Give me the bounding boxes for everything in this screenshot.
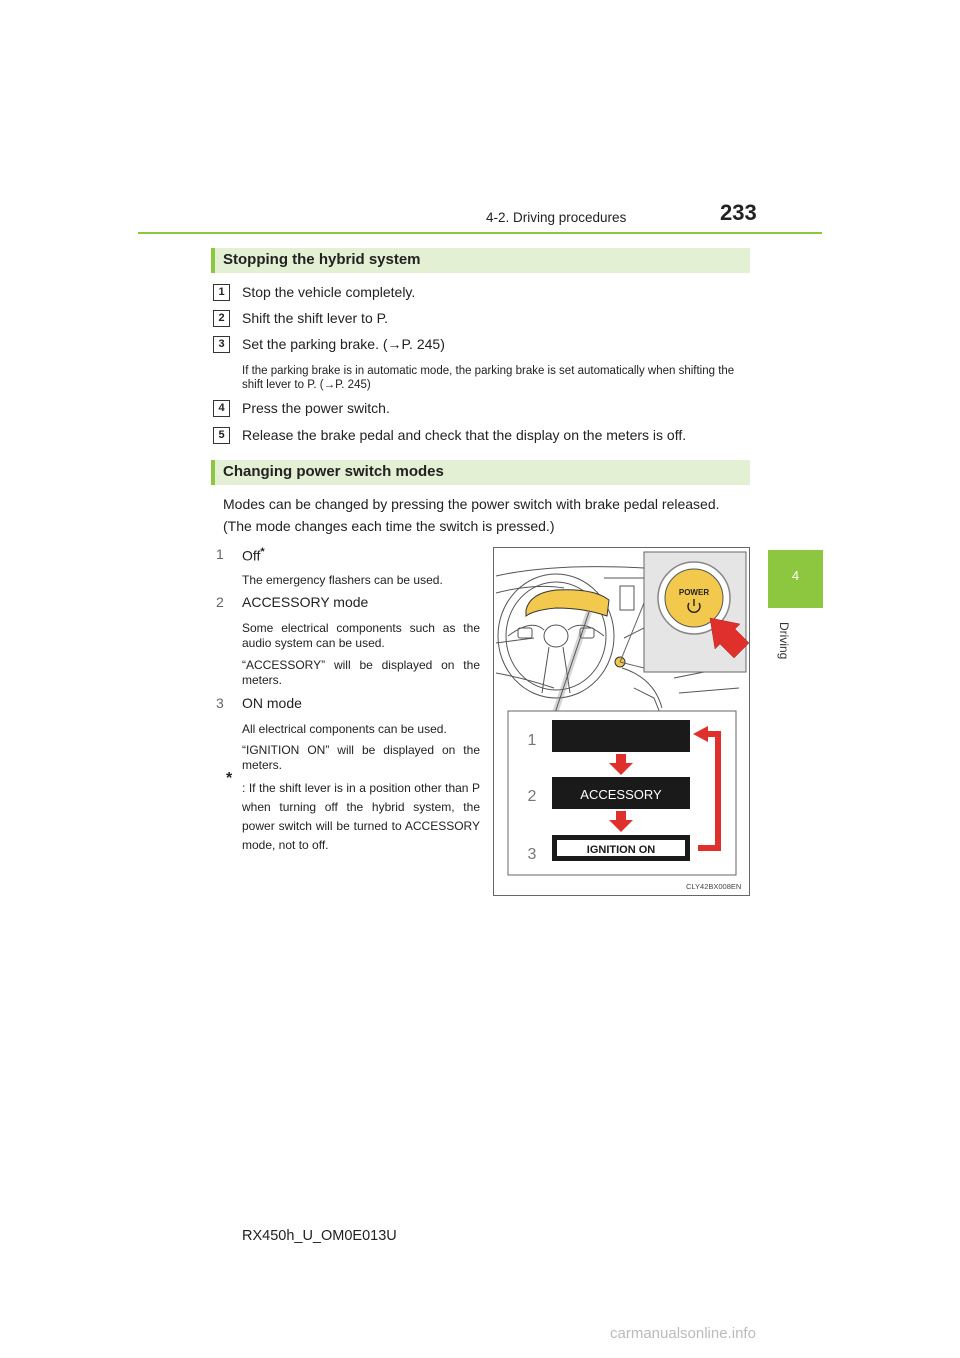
- power-switch-illustration: [493, 547, 750, 896]
- mode-number: 1: [216, 546, 224, 562]
- mode-title-text: Off: [242, 547, 261, 564]
- mode-number: 3: [216, 695, 224, 711]
- page-number: 233: [720, 200, 757, 225]
- callout-3: 3: [527, 846, 537, 863]
- intro-text: Modes can be changed by pressing the power switch with brake pedal released.: [223, 496, 720, 512]
- mode-description: “IGNITION ON” will be displayed on the meters.: [242, 743, 480, 772]
- illustration-code: CLY42BX008EN: [686, 882, 742, 891]
- step-text: Release the brake pedal and check that the display on the meters is off.: [242, 427, 687, 443]
- mode-title: ACCESSORY mode: [242, 594, 369, 610]
- mode-description: “ACCESSORY” will be displayed on the meters.: [242, 658, 480, 687]
- step-text: Stop the vehicle completely.: [242, 284, 416, 300]
- mode-title: ON mode: [242, 695, 302, 711]
- watermark: carmanualsonline.info: [610, 1325, 756, 1342]
- step-text: Shift the shift lever to P.: [242, 310, 389, 326]
- step-number: 4: [213, 400, 230, 417]
- section-title: Stopping the hybrid system: [223, 251, 421, 268]
- power-button-label: POWER: [678, 588, 710, 597]
- display-accessory-text: ACCESSORY: [580, 787, 662, 802]
- mode-number: 2: [216, 594, 224, 610]
- step-number: 3: [213, 336, 230, 353]
- step-number: 5: [213, 427, 230, 444]
- step-text: Press the power switch.: [242, 400, 390, 416]
- meter-highlight: [526, 590, 609, 616]
- header-rule: [138, 232, 822, 234]
- mode-description: Some electrical components such as the audio system can be used.: [242, 621, 480, 650]
- footnote: : If the shift lever is in a position other than P when turning off the hybrid system, the power switch will be turned to ACCESSORY mode, not to off.: [242, 781, 480, 852]
- step-text: Set the parking brake. (→P. 245): [242, 336, 445, 352]
- footnote-marker: *: [260, 546, 265, 558]
- running-head: 4-2. Driving procedures: [486, 210, 627, 225]
- mode-description: All electrical components can be used.: [242, 722, 447, 736]
- display-off: [552, 720, 690, 752]
- callout-2: 2: [527, 788, 537, 805]
- mode-description: The emergency flashers can be used.: [242, 573, 443, 587]
- section-title: Changing power switch modes: [223, 463, 444, 480]
- illustration-drawing: [494, 548, 749, 895]
- display-ignition-text: IGNITION ON: [586, 844, 656, 856]
- chapter-tab-number: 4: [791, 568, 800, 583]
- step-number: 1: [213, 284, 230, 301]
- section-header-stopping: [211, 248, 750, 273]
- chapter-tab-label: Driving: [777, 622, 791, 660]
- mode-title: [242, 546, 265, 564]
- manual-code: RX450h_U_OM0E013U: [242, 1228, 397, 1244]
- step-note: If the parking brake is in automatic mode, the parking brake is set automatically when shifting the shift lever to P. (→P. 245): [242, 365, 735, 391]
- footnote-marker: *: [226, 770, 233, 787]
- step-number: 2: [213, 310, 230, 327]
- section-header-changing-modes: [211, 460, 750, 485]
- callout-1: 1: [527, 732, 537, 749]
- intro-text: (The mode changes each time the switch is pressed.): [223, 518, 555, 534]
